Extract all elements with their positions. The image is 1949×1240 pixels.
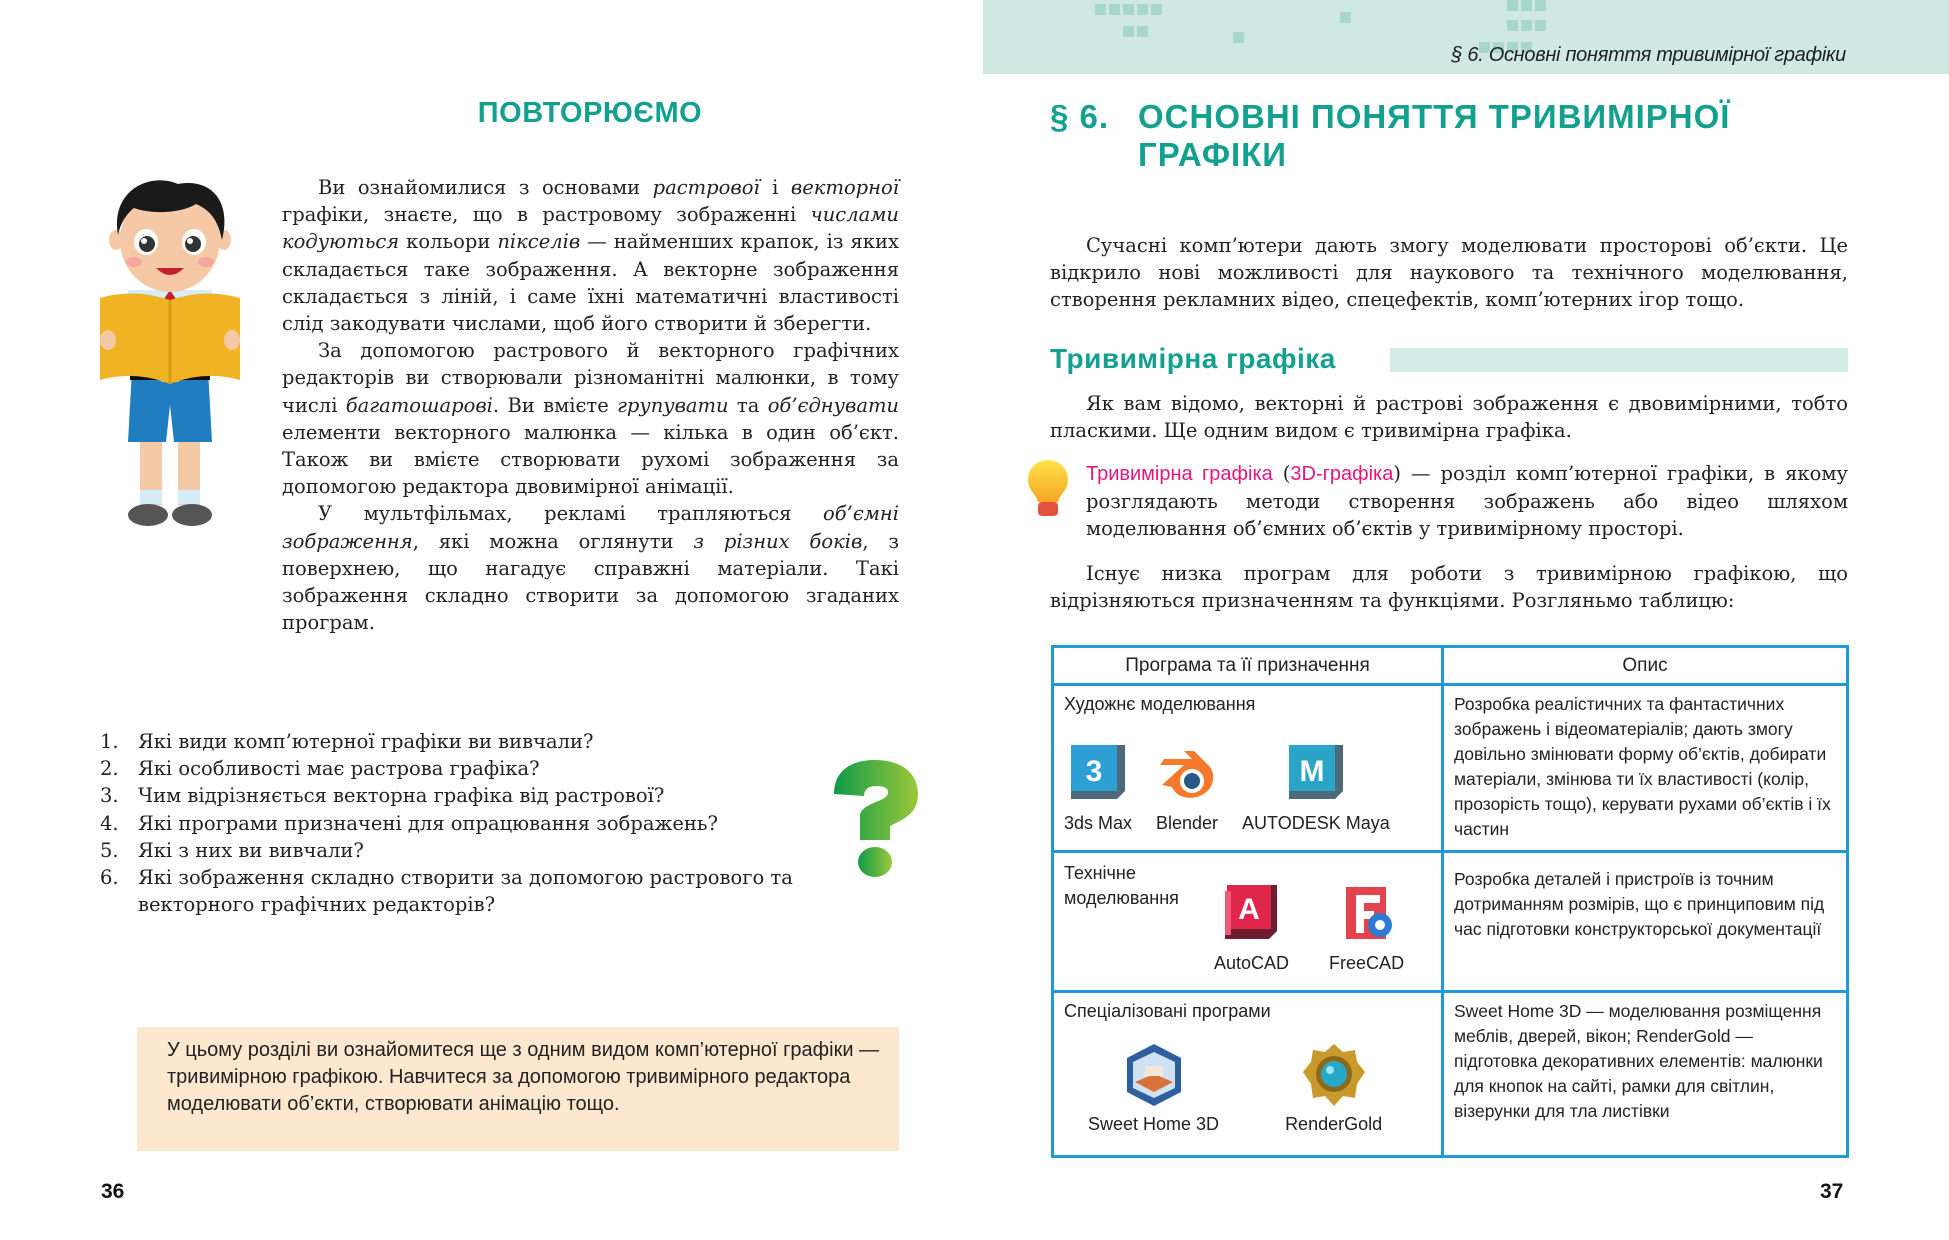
paragraph-table-intro: Існує низка програм для роботи з тривимірною графікою, що відрізняються призначенням та функціями. Розгляньмо таблицю: <box>1050 562 1848 612</box>
category-label: Спеціалізовані програми <box>1064 1001 1271 1021</box>
question-item: 1. Які види комп’ютерної графіки ви вивчали? <box>100 730 594 753</box>
app-rendergold: RenderGold <box>1285 1042 1382 1135</box>
3d-software-table <box>1051 645 1849 1158</box>
chapter-preview-box: У цьому розділі ви ознайомитеся ще з одним видом комп’ютерної графіки — тривимірною графікою. Навчитеся за допомогою тривимірного редактора моделювати об’єкти, створювати анімацію тощо. <box>137 1027 899 1151</box>
lightbulb-icon <box>1028 460 1068 518</box>
description-cell: Розробка деталей і пристроїв із точним дотриманням розмірів, що є принциповим під час підготовки конструкторської документації <box>1443 852 1848 992</box>
definition-alt-term: 3D-графіка <box>1290 463 1394 485</box>
app-autocad: A AutoCAD <box>1214 881 1289 974</box>
table-header-row <box>1053 647 1848 685</box>
chapter-title: § 6. ОСНОВНІ ПОНЯТТЯ ТРИВИМІРНОЇ ГРАФІКИ <box>1050 98 1731 173</box>
heading-decor-bar <box>1390 348 1848 372</box>
question-item: 5. Які з них ви вивчали? <box>100 838 364 862</box>
program-cell <box>1053 852 1443 992</box>
app-freecad: FreeCAD <box>1329 881 1404 974</box>
category-label: Технічне моделювання <box>1064 863 1179 908</box>
app-blender: Blender <box>1154 741 1220 834</box>
page-number-left: 36 <box>101 1180 125 1203</box>
review-questions-list <box>100 728 830 918</box>
svg-text:A: A <box>1237 893 1260 926</box>
question-item: 3. Чим відрізняється векторна графіка від растрової? <box>100 784 665 808</box>
boy-reading-book-icon <box>100 180 240 540</box>
definition-term: Тривимірна графіка <box>1086 463 1273 485</box>
chapter-section-number: § 6. <box>1050 98 1110 135</box>
paragraph-2d-vs-3d: Як вам відомо, векторні й растрові зображення є двовимірними, тобто пласкими. Ще одним видом є тривимірна графіка. <box>1050 392 1848 442</box>
sweet-home-3d-icon <box>1121 1042 1187 1108</box>
program-cell <box>1053 992 1443 1157</box>
svg-text:3: 3 <box>1085 755 1103 788</box>
intro-paragraph: Сучасні комп’ютери дають змогу моделювати просторові об’єкти. Це відкрило нові можливості для наукового та технічного моделювання, створення рекламних відео, спецефектів, комп’ютерних ігор тощо. <box>1050 234 1848 311</box>
app-3ds-max: 3 3ds Max <box>1064 741 1132 834</box>
definition-3d-graphics: Тривимірна графіка (3D-графіка) — розділ комп’ютерної графіки, в якому розглядають методи створення зображень або відео шляхом моделювання об’ємних об’єктів у тривимірному просторі. <box>1086 462 1849 540</box>
freecad-icon <box>1334 881 1400 947</box>
blender-icon <box>1154 741 1220 807</box>
rendergold-icon <box>1301 1042 1367 1108</box>
intro-text <box>282 174 899 636</box>
table-row <box>1053 685 1848 852</box>
running-head: § 6. Основні поняття тривимірної графіки <box>1451 44 1846 66</box>
description-cell: Розробка реалістичних та фантастичних зображень і відеоматеріалів; дають змогу довільно змінювати форму об’єктів, добирати матеріали, змінюва ти їх властивості (колір, прозорість тощо), керувати рухами об’єктів і їх частин <box>1443 685 1848 852</box>
page-number-right: 37 <box>1820 1180 1844 1203</box>
table-row <box>1053 992 1848 1157</box>
running-header-band <box>983 0 1949 74</box>
svg-text:M: M <box>1299 755 1325 788</box>
repeat-section-title: ПОВТОРЮЄМО <box>477 97 703 129</box>
description-cell: Sweet Home 3D — моделювання розміщення меблів, дверей, вікон; RenderGold — підготовка декоративних елементів: малюнки для кнопок на сайті, рамки для світлин, візерунки для тла листівки <box>1443 992 1848 1157</box>
program-cell <box>1053 685 1443 852</box>
3ds-max-icon <box>1065 741 1131 807</box>
app-sweet-home-3d: Sweet Home 3D <box>1088 1042 1219 1135</box>
maya-icon <box>1283 741 1349 807</box>
table-row <box>1053 852 1848 992</box>
question-item: 4. Які програми призначені для опрацювання зображень? <box>100 811 719 835</box>
column-header-description: Опис <box>1443 647 1848 685</box>
subsection-heading: Тривимірна графіка <box>1050 343 1336 374</box>
intro-paragraph-1: Ви ознайомилися з основами растрової і векторної графіки, знаєте, що в растровому зображенні числами кодуються кольори пікселів — найменших крапок, із яких складається таке зображення. А векторне зображення складається з ліній, і саме їхні математичні властивості слід закодувати числами, щоб його створити й зберегти. <box>282 176 899 336</box>
autocad-icon <box>1219 881 1285 947</box>
question-item: 6. Які зображення складно створити за допомогою растрового та векторного графічних редакторів? <box>100 866 793 917</box>
app-maya: M AUTODESK Maya <box>1242 741 1390 834</box>
column-header-program: Програма та її призначення <box>1053 647 1443 685</box>
category-label: Художнє моделювання <box>1064 694 1256 714</box>
intro-paragraph-2: За допомогою растрового й векторного графічних редакторів ви створювали різноманітні малюнки, в тому числі багатошарові. Ви вмієте групувати та об’єднувати елементи векторного малюнка — кілька в один об’єкт. Також ви вмієте створювати рухомі зображення за допомогою редактора двовимірної анімації. <box>282 339 899 499</box>
question-mark-icon <box>830 760 920 878</box>
question-item: 2. Які особливості має растрова графіка? <box>100 757 540 781</box>
intro-paragraph-3: У мультфільмах, рекламі трапляються об’ємні зображення, які можна оглянути з різних боків, з поверхнею, що нагадує справжні матеріали. Такі зображення складно створити за допомогою згаданих програм. <box>282 502 899 635</box>
